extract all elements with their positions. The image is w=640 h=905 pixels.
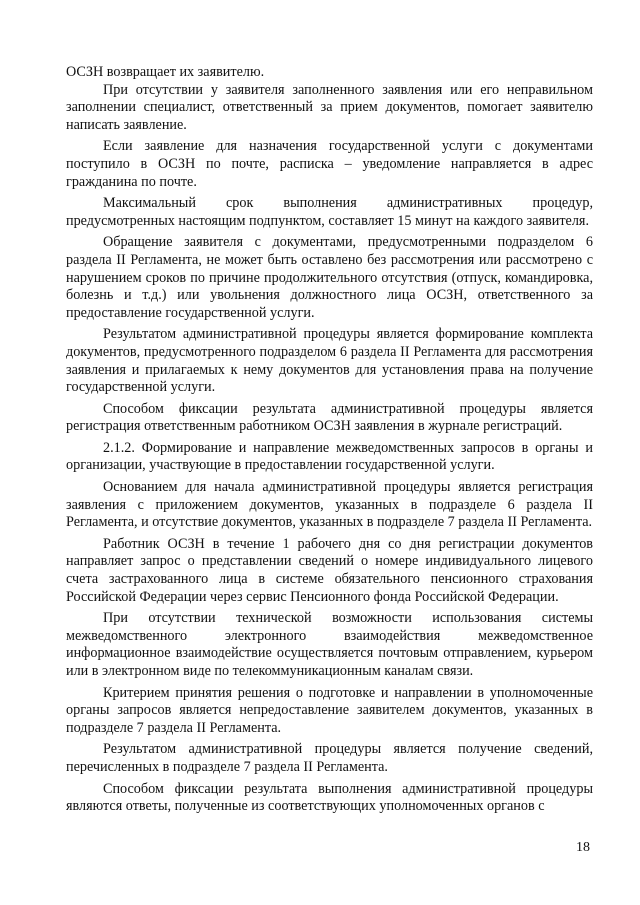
paragraph-4: Обращение заявителя с документами, предусмотренными подразделом 6 раздела II Регламента, не может быть оставлено без рассмотрения или рассмотрено с нарушением сроков по причине продолжительного отсутствия (отпуск, командировка, болезнь и т.д.) или увольнения должностного лица ОСЗН, ответственного за предоставление государственной услуги. [66, 234, 593, 321]
paragraph-2: Если заявление для назначения государственной услуги с документами поступило в ОСЗН по почте, расписка – уведомление направляется в адрес гражданина по почте. [66, 138, 593, 190]
page-number: 18 [576, 840, 590, 855]
paragraph-5: Результатом административной процедуры является формирование комплекта документов, предусмотренного подразделом 6 раздела II Регламента для рассмотрения заявления и прилагаемых к нему документов для установления права на получение государственной услуги. [66, 326, 593, 396]
paragraph-10: При отсутствии технической возможности использования системы межведомственного электронного взаимодействия межведомственное информационное взаимодействие осуществляется почтовым отправлением, курьером или в электронном виде по телекоммуникационным каналам связи. [66, 610, 593, 679]
paragraph-3: Максимальный срок выполнения административных процедур, предусмотренных настоящим подпунктом, составляет 15 минут на каждого заявителя. [66, 195, 593, 229]
paragraph-13: Способом фиксации результата выполнения административной процедуры являются ответы, полученные из соответствующих уполномоченных органов с [66, 780, 593, 815]
paragraph-6: Способом фиксации результата административной процедуры является регистрация ответственным работником ОСЗН заявления в журнале регистраций. [66, 400, 593, 435]
paragraph-8: Основанием для начала административной процедуры является регистрация заявления с приложением документов, указанных в подразделе 6 раздела II Регламента, и отсутствие документов, указанных в подразделе 7 раздела II Регламента. [66, 479, 593, 531]
paragraph-11: Критерием принятия решения о подготовке и направлении в уполномоченные органы запросов является непредоставление заявителем документов, указанных в подразделе 7 раздела II Регламента. [66, 684, 593, 736]
paragraph-0: ОСЗН возвращает их заявителю. [66, 64, 265, 80]
paragraph-7: 2.1.2. Формирование и направление межведомственных запросов в органы и организации, участвующие в предоставлении государственной услуги. [66, 439, 593, 474]
paragraph-1: При отсутствии у заявителя заполненного заявления или его неправильном заполнении специалист, ответственный за прием документов, помогает заявителю написать заявление. [66, 81, 593, 133]
paragraph-12: Результатом административной процедуры является получение сведений, перечисленных в подразделе 7 раздела II Регламента. [66, 741, 593, 775]
document-page [66, 64, 593, 816]
paragraph-9: Работник ОСЗН в течение 1 рабочего дня со дня регистрации документов направляет запрос о представлении сведений о номере индивидуального лицевого счета застрахованного лица в системе обязательного пенсионного страхования Российской Федерации через сервис Пенсионного фонда Российской Федерации. [66, 535, 593, 605]
